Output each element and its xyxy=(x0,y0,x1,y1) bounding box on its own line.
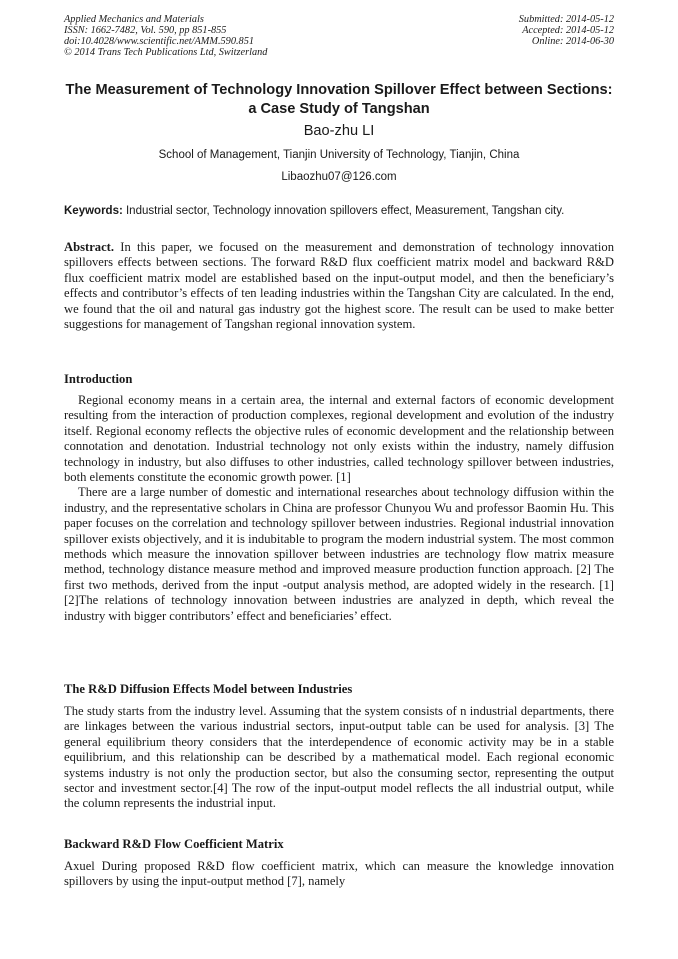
journal-doi: doi:10.4028/www.scientific.net/AMM.590.851 xyxy=(64,36,254,47)
backward-rd-heading: Backward R&D Flow Coefficient Matrix xyxy=(64,837,284,851)
abstract-label: Abstract. xyxy=(64,240,115,254)
introduction-body xyxy=(64,393,614,624)
submission-dates xyxy=(519,14,614,47)
abstract-text: In this paper, we focused on the measurement and demonstration of technology innovation spillovers effects between sections. The forward R&D flux coefficient matrix model and backward R&D flux coefficient matrix model are established based on the input-output model, and then the beneficiary’s effects and contributor’s effects of ten leading industries within the Tangshan City are calculated. In the end, we found that the oil and natural gas industry got the highest score. The result can be used to make better suggestions for management of Tangshan regional innovation system. xyxy=(64,240,614,332)
keywords-label: Keywords: xyxy=(64,205,123,217)
rd-diffusion-paragraph: The study starts from the industry level. Assuming that the system consists of n industrial departments, there are linkages between the various industrial sectors, input-output table can be used for analysis. [3] The general equilibrium theory considers that the interdependence of economic activity may be in a stable equilibrium, and this relationship can be described by a mathematical model. Each regional economic systems industry is not only the production sector, but also the consuming sector, representing the output sector and investment sector.[4] The row of the input-output model reflects the all industrial output, while the column represents the industrial input. xyxy=(64,704,614,811)
rd-diffusion-body xyxy=(64,704,614,812)
introduction-paragraph-1: Regional economy means in a certain area, the internal and external factors of economic development resulting from the interaction of production complexes, regional development and evolution of the industry itself. Regional economy reflects the objective rules of economic development and the relationship between connotation and denotation. Industrial technology not only exists within the industry, namely diffusion technology in industry, but also diffuses to other industries, called technology spillover between industries, both elements constitute the economic growth power. [1] xyxy=(64,393,614,485)
backward-rd-body xyxy=(64,859,614,890)
online-date: Online: 2014-06-30 xyxy=(531,36,614,47)
introduction-heading: Introduction xyxy=(64,372,133,386)
journal-info xyxy=(64,14,267,58)
paper-title: The Measurement of Technology Innovation Spillover Effect between Sections: a Case Study of Tangshan xyxy=(65,82,613,117)
submitted-date: Submitted: 2014-05-12 xyxy=(518,14,614,25)
backward-rd-paragraph: Axuel During proposed R&D flow coefficient matrix, which can measure the knowledge innovation spillovers by using the input-output method [7], namely xyxy=(64,859,614,889)
keywords-text: Industrial sector, Technology innovation spillovers effect, Measurement, Tangshan city. xyxy=(122,205,565,217)
author-affiliation: School of Management, Tianjin University of Technology, Tianjin, China xyxy=(158,149,520,161)
journal-name: Applied Mechanics and Materials xyxy=(64,14,204,25)
abstract xyxy=(64,240,614,332)
introduction-paragraph-2: There are a large number of domestic and international researches about technology diffusion within the industry, and the representative scholars in China are professor Chunyou Wu and professor Baomin Hu. This paper focuses on the correlation and technology spillover between industries. Regional industrial innovation spillover exists objectively, and it is indubitable to program the modern industrial system. The most common methods which measure the innovation spillover between industries are technology flow matrix measure method, technology distance measure method and improved measure production function approach. [2] The first two methods, derived from the input -output analysis method, are adopted widely in the research. [1][2]The relations of technology innovation between industries are analyzed in depth, which reveal the industry with bigger contributors’ effect and beneficiaries’ effect. xyxy=(64,485,614,623)
journal-copyright: © 2014 Trans Tech Publications Ltd, Switzerland xyxy=(64,47,268,58)
author-name: Bao-zhu LI xyxy=(303,123,375,139)
accepted-date: Accepted: 2014-05-12 xyxy=(522,25,614,36)
journal-issn: ISSN: 1662-7482, Vol. 590, pp 851-855 xyxy=(64,25,227,36)
keywords xyxy=(64,205,616,217)
author-email[interactable]: Libaozhu07@126.com xyxy=(281,171,397,183)
rd-diffusion-heading: The R&D Diffusion Effects Model between Industries xyxy=(64,682,353,696)
